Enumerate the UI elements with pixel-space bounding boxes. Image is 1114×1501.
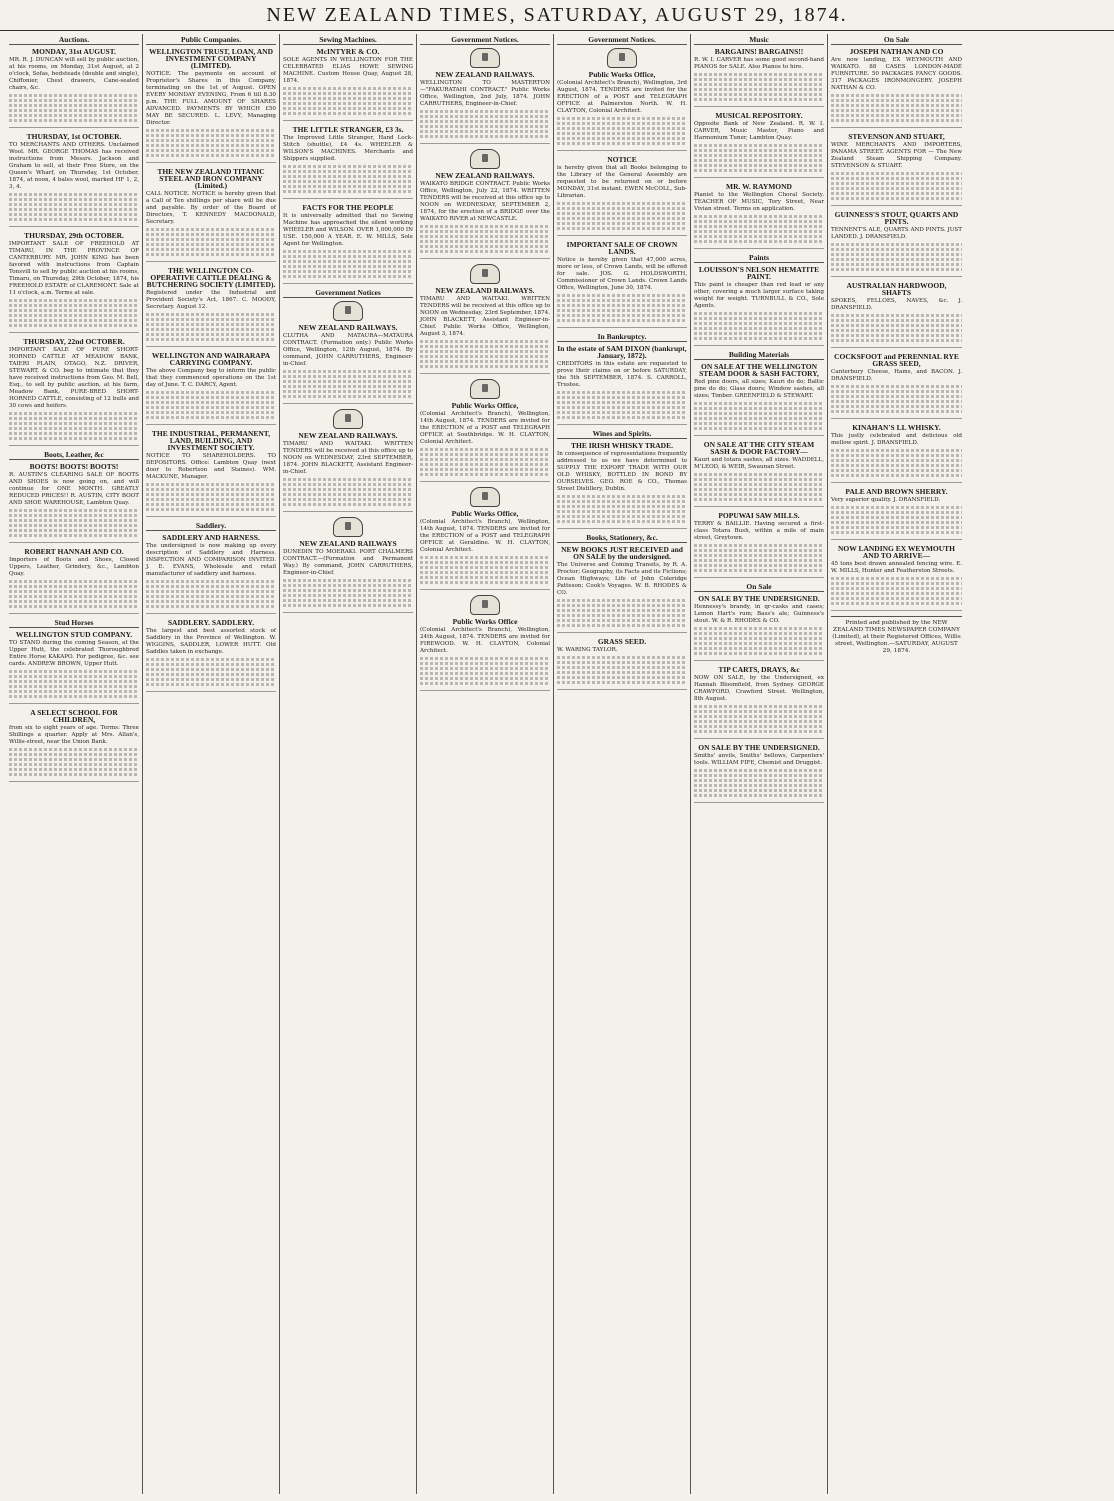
ad-title: JOSEPH NATHAN AND CO bbox=[849, 47, 944, 56]
ad-title: THE NEW ZEALAND TITANIC STEEL AND IRON COMPANY (Limited.) bbox=[157, 167, 265, 190]
advertisement bbox=[9, 709, 139, 782]
coat-of-arms-icon bbox=[333, 409, 363, 429]
text-filler bbox=[694, 215, 824, 243]
ad-title: NEW ZEALAND RAILWAYS. bbox=[298, 323, 398, 332]
advertisement bbox=[283, 48, 413, 121]
ad-text: The above Company beg to inform the public that they commenced operations on the 1st day of June. T. C. DARCY, Agent. bbox=[146, 368, 276, 388]
advertisement bbox=[9, 463, 139, 543]
ad-text: IMPORTANT SALE OF FREEHOLD AT TIMARU, IN THE PROVINCE OF CANTERBURY. MR. JOHN KING has been favored with instructions from Captain Tonsvill to sell by public auction at his rooms, Timaru, on Thursday, 29th October, 1874, his FREEHOLD ESTATE of CLAREMONT. Sale at 11 o'clock, a.m. Terms at sale. bbox=[9, 241, 139, 296]
ad-title: TIP CARTS, DRAYS, &c bbox=[718, 665, 800, 674]
advertisement bbox=[283, 409, 413, 512]
ad-text: CLUTHA AND MATAURA—MATAURA CONTRACT. (Formation only.) Public Works Office, Wellington, 12th August, 1874. By command, JOHN CARRUTHERS, Engineer-in-Chief. bbox=[283, 333, 413, 367]
ad-text: 45 tons best drawn annealed fencing wire. E. W. MILLS, Hunter and Featherston Streets. bbox=[831, 561, 962, 574]
section-heading: In Bankruptcy. bbox=[557, 333, 687, 342]
advertisement bbox=[420, 487, 550, 590]
ad-title: ON SALE BY THE UNDERSIGNED. bbox=[698, 594, 820, 603]
advertisement bbox=[694, 512, 824, 578]
text-filler bbox=[694, 473, 824, 501]
text-filler bbox=[557, 202, 687, 230]
advertisement bbox=[831, 282, 962, 348]
coat-of-arms-icon bbox=[470, 264, 500, 284]
section-heading: Public Companies. bbox=[146, 36, 276, 45]
ad-text: NOTICE TO SHAREHOLDERS. TO DEPOSITORS. Office: Lambton Quay (next door to Robertson and Staines). WM. MACKUNE, Manager. bbox=[146, 453, 276, 480]
text-filler bbox=[557, 391, 687, 419]
coat-of-arms-icon bbox=[470, 149, 500, 169]
text-filler bbox=[420, 110, 550, 138]
ad-text: CALL NOTICE. NOTICE is hereby given that a Call of Ten shillings per share will be due and payable. By order of the Board of Directors, T. KENNEDY MACDONALD, Secretary. bbox=[146, 191, 276, 225]
coat-of-arms-icon bbox=[333, 301, 363, 321]
advertisement bbox=[9, 548, 139, 614]
ad-text: (Colonial Architect's Branch), Wellington, 24th August, 1874. TENDERS are invited for FIREWOOD. W. H. CLAYTON, Colonial Architect. bbox=[420, 627, 550, 654]
text-filler bbox=[694, 312, 824, 340]
coat-of-arms-icon bbox=[470, 48, 500, 68]
section-heading: Government Notices. bbox=[420, 36, 550, 45]
advertisement bbox=[9, 232, 139, 333]
coat-of-arms-icon bbox=[607, 48, 637, 68]
ad-title: NEW BOOKS JUST RECEIVED and ON SALE by the undersigned. bbox=[561, 545, 683, 561]
ad-text: DUNEDIN TO MOERAKI. PORT CHALMERS CONTRACT.—(Formation and Permanent Way.) By command, JOHN CARRUTHERS, Engineer-in-Chief. bbox=[283, 549, 413, 576]
ad-title: SADDLERY. SADDLERY. bbox=[167, 618, 255, 627]
text-filler bbox=[9, 580, 139, 608]
ad-title: STEVENSON AND STUART, bbox=[848, 132, 945, 141]
ad-title: KINAHAN'S LL WHISKY. bbox=[852, 423, 941, 432]
ad-title: THE IRISH WHISKY TRADE. bbox=[571, 441, 673, 450]
text-filler bbox=[283, 165, 413, 193]
ad-text: (Colonial Architect's Branch), Wellington, 3rd August, 1874. TENDERS are invited for the ERECTION of a POST and TELEGRAPH OFFICE at Palmerston North. W. H. CLAYTON, Colonial Architect. bbox=[557, 80, 687, 114]
advertisement bbox=[420, 595, 550, 691]
advertisement bbox=[831, 48, 962, 128]
advertisement bbox=[557, 156, 687, 236]
section-heading: On Sale bbox=[831, 36, 962, 45]
ad-title: MR. W. RAYMOND bbox=[726, 182, 792, 191]
text-filler bbox=[831, 243, 962, 271]
text-filler bbox=[146, 129, 276, 157]
column-1 bbox=[6, 34, 143, 1494]
advertisement bbox=[694, 595, 824, 661]
ad-text: The undersigned is now making up every description of Saddlery and Harness. INSPECTION AND COMPARISON INVITED. J. E. EVANS, Wholesale and retail manufacturer of saddlery and harness. bbox=[146, 543, 276, 577]
text-filler bbox=[146, 228, 276, 256]
ad-title: FACTS FOR THE PEOPLE bbox=[302, 203, 394, 212]
ad-title: WELLINGTON TRUST, LOAN, AND INVESTMENT COMPANY (LIMITED). bbox=[149, 47, 273, 70]
text-filler bbox=[557, 495, 687, 523]
text-filler bbox=[831, 449, 962, 477]
advertisement bbox=[283, 126, 413, 199]
ad-text: Kauri and totara sashes, all sizes. WADDELL, M'LEOD, & WEIR, Swaunan Street. bbox=[694, 457, 824, 470]
ad-title: POPUWAI SAW MILLS. bbox=[718, 511, 800, 520]
advertisement bbox=[694, 48, 824, 107]
ad-title: THE LITTLE STRANGER, £3 3s. bbox=[292, 125, 404, 134]
section-heading: Music bbox=[694, 36, 824, 45]
ad-text: is hereby given that all Books belonging to the Library of the General Assembly are requested to be returned on or before MONDAY, 31st instant. EWEN McCOLL, Sub-Librarian. bbox=[557, 165, 687, 199]
ad-text: Are now landing, EX WEYMOUTH AND WAIKATO. 88 CASES LONDON-MADE FURNITURE. 50 PACKAGES FANCY GOODS. 317 PACKAGES IRONMONGERY. JOSEPH NATHAN & CO. bbox=[831, 57, 962, 91]
ad-text: SPOKES, FELLOES, NAVES, &c. J. DRANSFIELD. bbox=[831, 298, 962, 311]
text-filler bbox=[146, 313, 276, 341]
ad-title: PALE AND BROWN SHERRY. bbox=[845, 487, 948, 496]
text-filler bbox=[694, 144, 824, 172]
coat-of-arms-icon bbox=[333, 517, 363, 537]
column-7 bbox=[828, 34, 965, 1494]
text-filler bbox=[694, 544, 824, 572]
column-4 bbox=[417, 34, 554, 1494]
text-filler bbox=[146, 580, 276, 608]
advertisement bbox=[831, 488, 962, 540]
ad-title: LOUISSON'S NELSON HEMATITE PAINT. bbox=[698, 265, 820, 281]
ad-title: In the estate of SAM DIXON (bankrupt, January, 1872). bbox=[557, 344, 687, 360]
text-filler bbox=[9, 94, 139, 122]
advertisement bbox=[420, 379, 550, 482]
advertisement bbox=[420, 149, 550, 259]
ad-title: AUSTRALIAN HARDWOOD, SHAFTS bbox=[846, 281, 947, 297]
ad-title: MUSICAL REPOSITORY. bbox=[715, 111, 803, 120]
advertisement bbox=[694, 363, 824, 436]
ad-text: TO STAND during the coming Season, at the Upper Hutt, the celebrated Thoroughbred Entire Horse KAKAPO. For pedigree, &c. see cards. ANDREW BROWN, Upper Hutt. bbox=[9, 640, 139, 667]
ad-text: Smiths' anvils, Smiths' bellows, Carpenters' tools. WILLIAM FIFE, Chemist and Druggist. bbox=[694, 753, 824, 766]
ad-title: McINTYRE & CO. bbox=[316, 47, 380, 56]
ad-title: THURSDAY, 1st OCTOBER. bbox=[26, 132, 122, 141]
text-filler bbox=[9, 193, 139, 221]
column-3 bbox=[280, 34, 417, 1494]
advertisement bbox=[146, 619, 276, 692]
text-filler bbox=[283, 250, 413, 278]
advertisement bbox=[831, 133, 962, 206]
ad-title: COCKSFOOT and PERENNIAL RYE GRASS SEED, bbox=[834, 352, 959, 368]
text-filler bbox=[146, 483, 276, 511]
text-filler bbox=[831, 506, 962, 534]
advertisement bbox=[557, 442, 687, 529]
ad-title: SADDLERY AND HARNESS. bbox=[162, 533, 260, 542]
ad-title: THE WELLINGTON CO-OPERATIVE CATTLE DEALING & BUTCHERING SOCIETY (LIMITED). bbox=[146, 266, 276, 289]
text-filler bbox=[420, 340, 550, 368]
ad-title: NEW ZEALAND RAILWAYS. bbox=[435, 286, 535, 295]
advertisement bbox=[694, 112, 824, 178]
masthead: NEW ZEALAND TIMES, SATURDAY, AUGUST 29, 1874. bbox=[0, 0, 1114, 31]
ad-text: (Colonial Architect's Branch), Wellington, 14th August, 1874. TENDERS are invited for the ERECTION of a POST and TELEGRAPH OFFICE at Geraldine. W. H. CLAYTON, Colonial Architect. bbox=[420, 519, 550, 553]
ad-text: R. AUSTIN'S CLEARING SALE OF BOOTS AND SHOES is now going on, and will continue for ONE MONTH. GREATLY REDUCED PRICES!! R. AUSTIN, CITY BOOT AND SHOE WAREHOUSE, Lambton Quay. bbox=[9, 472, 139, 506]
advertisement bbox=[557, 48, 687, 151]
advertisement bbox=[694, 666, 824, 739]
ad-text: Hennessy's brandy, in qr-casks and cases; Lemon Hart's rum; Bass's ale; Guinness's stout. W. & R. RHODES & CO. bbox=[694, 604, 824, 624]
advertisement bbox=[694, 266, 824, 346]
advertisement bbox=[146, 168, 276, 262]
advertisement bbox=[283, 301, 413, 404]
text-filler bbox=[557, 294, 687, 322]
advertisement bbox=[146, 430, 276, 517]
text-filler bbox=[557, 656, 687, 684]
text-filler bbox=[831, 172, 962, 200]
advertisement bbox=[557, 345, 687, 425]
advertisement bbox=[146, 267, 276, 347]
ad-title: GRASS SEED. bbox=[597, 637, 647, 646]
text-filler bbox=[694, 769, 824, 797]
text-filler bbox=[420, 448, 550, 476]
ad-text: This paint is cheaper than red lead or any other, covering a much larger surface taking weight for weight. TURNBULL & CO., Sole Agents. bbox=[694, 282, 824, 309]
ad-text: Registered under the Industrial and Provident Society's Act, 1867. C. MOODY, Secretary. August 12. bbox=[146, 290, 276, 310]
text-filler bbox=[557, 117, 687, 145]
section-heading: Boots, Leather, &c bbox=[9, 451, 139, 460]
ad-title: WELLINGTON AND WAIRARAPA CARRYING COMPANY. bbox=[151, 351, 271, 367]
ad-text: WAIKATO BRIDGE CONTRACT. Public Works Office, Wellington, July 22, 1874. WRITTEN TENDERS will be received at this office up to NOON on WEDNESDAY, SEPTEMBER 2, 1874, for the erection of a BRIDGE over the WAIKATO RIVER at NEWCASTLE. bbox=[420, 181, 550, 222]
ad-text: TO MERCHANTS AND OTHERS. Unclaimed Wool. MR. GEORGE THOMAS has received instructions from Messrs. Jackson and Graham to sell, at their Free Store, on the Queen's Wharf, on Thursday, 1st October, 1874, at noon, 4 bales wool, marked HF 1, 2, 3, 4. bbox=[9, 142, 139, 190]
ad-text: Notice is hereby given that 47,000 acres, more or less, of Crown Lands, will be offered for sale. JOS. G. HOLDSWORTH, Commissioner of Crown Lands. Crown Lands Office, Wellington, June 30, 1874. bbox=[557, 257, 687, 291]
ad-text: TERRY & BAILLIE. Having secured a first-class Totara Bush, within a mile of main street, Greytown. bbox=[694, 521, 824, 541]
coat-of-arms-icon bbox=[470, 379, 500, 399]
text-filler bbox=[694, 73, 824, 101]
advertisement bbox=[694, 441, 824, 507]
ad-text: Opposite Bank of New Zealand. R. W. I. CARVER, Music Master, Piano and Harmonium Tuner, Lambton Quay. bbox=[694, 121, 824, 141]
column-2 bbox=[143, 34, 280, 1494]
advertisement bbox=[831, 353, 962, 419]
ad-text: The largest and best assorted stock of Saddlery in the Province of Wellington. W. WIGGINS, SADDLER, LOWER HUTT. Old Saddles taken in exchange. bbox=[146, 628, 276, 655]
text-filler bbox=[9, 670, 139, 698]
text-filler bbox=[9, 509, 139, 537]
ad-title: ON SALE BY THE UNDERSIGNED. bbox=[698, 743, 820, 752]
section-heading: Stud Horses bbox=[9, 619, 139, 628]
advertisement bbox=[9, 48, 139, 128]
advertisement bbox=[831, 545, 962, 611]
text-filler bbox=[694, 627, 824, 655]
ad-text: NOTICE. The payments on account of Proprietor's Shares in this Company, terminating on the 1st of August. OPEN EVERY MONDAY EVENING, From 6 till 8.30 p.m. THE FULL AMOUNT OF SHARES ADVANCED. PAYMENTS BY WHICH £50 MAY BE SECURED. L. LEVY, Managing Director. bbox=[146, 71, 276, 126]
text-filler bbox=[420, 556, 550, 584]
ad-text: TENNENT'S ALE, QUARTS AND PINTS. JUST LANDED. J. DRANSFIELD. bbox=[831, 227, 962, 240]
section-heading: Saddlery. bbox=[146, 522, 276, 531]
advertisement bbox=[283, 517, 413, 613]
ad-title: ROBERT HANNAH AND CO. bbox=[24, 547, 124, 556]
advertisement bbox=[557, 546, 687, 633]
ad-text: CREDITORS in this estate are requested to prove their claims on or before SATURDAY, the 5th SEPTEMBER, 1874. S. CARROLL, Trustee. bbox=[557, 361, 687, 388]
ad-text: TIMARU AND WAITAKI. WRITTEN TENDERS will be received at this office up to NOON on WEDNESDAY, 23rd SEPTEMBER, 1874. JOHN BLACKETT, Assistant Engineer-in-Chief. bbox=[283, 441, 413, 475]
section-heading: Sewing Machines. bbox=[283, 36, 413, 45]
section-heading: Paints bbox=[694, 254, 824, 263]
text-filler bbox=[557, 599, 687, 627]
advertisement bbox=[420, 264, 550, 374]
ad-text: (Colonial Architect's Branch), Wellington, 14th August, 1874. TENDERS are invited for the ERECTION of a POST and TELEGRAPH OFFICE at Southbridge. W. H. CLAYTON, Colonial Architect. bbox=[420, 411, 550, 445]
ad-text: IMPORTANT SALE OF PURE SHORT-HORNED CATTLE AT MEADOW BANK, TAIERI PLAIN, OTAGO, N.Z. DRIVER, STEWART, & CO. beg to intimate that they have received instructions from Geo. M. Bell, Esq., to sell by public auction, at his farm, Meadow Bank, PURE-BRED SHORT-HORNED CATTLE, consisting of 12 bulls and 30 cows and heifers. bbox=[9, 347, 139, 409]
columns bbox=[6, 34, 1108, 1494]
column-6 bbox=[691, 34, 828, 1494]
advertisement bbox=[146, 352, 276, 425]
ad-title: GUINNESS'S STOUT, QUARTS AND PINTS. bbox=[834, 210, 959, 226]
ad-title: ON SALE AT THE WELLINGTON STEAM DOOR & SASH FACTORY, bbox=[699, 362, 819, 378]
ad-text: Importers of Boots and Shoes, Closed Uppers, Leather, Grindery, &c., Lambton Quay. bbox=[9, 557, 139, 577]
ad-title: NEW ZEALAND RAILWAYS bbox=[299, 539, 397, 548]
ad-title: NOW LANDING EX WEYMOUTH AND TO ARRIVE— bbox=[837, 544, 956, 560]
ad-title: WELLINGTON STUD COMPANY. bbox=[15, 630, 133, 639]
advertisement bbox=[831, 424, 962, 483]
advertisement bbox=[420, 48, 550, 144]
ad-title: NEW ZEALAND RAILWAYS. bbox=[298, 431, 398, 440]
text-filler bbox=[283, 370, 413, 398]
ad-text: The Universe and Coming Transits, by R. A. Proctor; Geography, its Facts and its Fictions; Ocean Highways; Life of John Coleridge Patteson; Cook's Voyages. W. B. RHODES & CO. bbox=[557, 562, 687, 596]
ad-title: BARGAINS! BARGAINS!! bbox=[714, 47, 804, 56]
coat-of-arms-icon bbox=[470, 595, 500, 615]
text-filler bbox=[831, 577, 962, 605]
section-heading: Government Notices bbox=[283, 289, 413, 298]
ad-text: SOLE AGENTS IN WELLINGTON FOR THE CELEBRATED ELIAS HOWE SEWING MACHINE. Custom House Quay, August 28, 1874. bbox=[283, 57, 413, 84]
text-filler bbox=[420, 657, 550, 685]
text-filler bbox=[146, 391, 276, 419]
ad-title: Public Works Office, bbox=[451, 509, 519, 518]
ad-text: Pianist to the Wellington Choral Society. TEACHER OF MUSIC, Tory Street, Near Vivian street. Terms on application. bbox=[694, 192, 824, 212]
ad-text: W. WARING TAYLOR. bbox=[557, 647, 618, 653]
ad-text: WELLINGTON TO MASTERTON—"FAKURATAHI CONTRACT." Public Works Office, Wellington, 2nd July, 1874. JOHN CARRUTHERS, Engineer-in-Chief. bbox=[420, 80, 550, 107]
text-filler bbox=[9, 299, 139, 327]
advertisement bbox=[9, 338, 139, 446]
ad-title: NOTICE bbox=[607, 155, 637, 164]
text-filler bbox=[694, 402, 824, 430]
ad-text: Canterbury Cheese, Hams, and BACON. J. DRANSFIELD. bbox=[831, 369, 962, 382]
advertisement bbox=[9, 133, 139, 227]
advertisement bbox=[557, 241, 687, 328]
ad-title: THURSDAY, 29th OCTOBER. bbox=[24, 231, 124, 240]
section-heading: On Sale bbox=[694, 583, 824, 592]
text-filler bbox=[831, 385, 962, 413]
text-filler bbox=[694, 705, 824, 733]
advertisement bbox=[694, 744, 824, 803]
printer-imprint: Printed and published by the NEW ZEALAND TIMES NEWSPAPER COMPANY (Limited), at their Registered Offices, Willis street, Wellington.—SATURDAY, AUGUST 29, 1874. bbox=[831, 616, 962, 655]
coat-of-arms-icon bbox=[470, 487, 500, 507]
text-filler bbox=[9, 412, 139, 440]
ad-title: BOOTS! BOOTS! BOOTS! bbox=[29, 462, 119, 471]
advertisement bbox=[283, 204, 413, 284]
ad-title: NEW ZEALAND RAILWAYS. bbox=[435, 70, 535, 79]
ad-title: Public Works Office bbox=[452, 617, 518, 626]
advertisement bbox=[146, 48, 276, 163]
text-filler bbox=[420, 225, 550, 253]
ad-title: THE INDUSTRIAL, PERMANENT, LAND, BUILDING, AND INVESTMENT SOCIETY. bbox=[151, 429, 271, 452]
text-filler bbox=[146, 658, 276, 686]
ad-text: The Improved Little Stranger, Hand Lock-Stitch (shuttle), £4 4s. WHEELER & WILSON'S MACHINES. Merchants and Shippers supplied. bbox=[283, 135, 413, 162]
section-heading: Wines and Spirits. bbox=[557, 430, 687, 439]
ad-text: TIMARU AND WAITAKI. WRITTEN TENDERS will be received at this office up to NOON on Wednesday, 23rd September, 1874. JOHN BLACKETT, Assistant Engineer-in-Chief. Public Works Office, Wellington, August 3, 1874. bbox=[420, 296, 550, 337]
ad-title: IMPORTANT SALE OF CROWN LANDS. bbox=[566, 240, 678, 256]
ad-title: MONDAY, 31st AUGUST. bbox=[32, 47, 116, 56]
ad-title: A SELECT SCHOOL FOR CHILDREN, bbox=[30, 708, 118, 724]
advertisement bbox=[146, 534, 276, 614]
ad-title: ON SALE AT THE CITY STEAM SASH & DOOR FACTORY— bbox=[703, 440, 815, 456]
text-filler bbox=[283, 478, 413, 506]
ad-text: WINE MERCHANTS AND IMPORTERS, PANAMA STREET. AGENTS FOR — The New Zealand Steam Shipping Company. STEVENSON & STUART. bbox=[831, 142, 962, 169]
ad-text: Very superior quality. J. DRANSFIELD. bbox=[831, 497, 941, 503]
advertisement bbox=[831, 211, 962, 277]
text-filler bbox=[831, 94, 962, 122]
section-heading: Government Notices. bbox=[557, 36, 687, 45]
ad-text: Red pine doors, all sizes; Kauri do do; Baltic pine do do; Glass doors; Window sashes, all sizes; Timber. GREENFIELD & STEWART. bbox=[694, 379, 824, 399]
ad-title: Public Works Office, bbox=[588, 70, 656, 79]
advertisement bbox=[557, 638, 687, 690]
text-filler bbox=[9, 748, 139, 776]
ad-text: It is universally admitted that no Sewing Machine has approached the silent working WHEELER and WILSON. OVER 1,000,000 IN USE. 150,000 A YEAR. E. W. MILLS, Sole Agent for Wellington. bbox=[283, 213, 413, 247]
ad-text: from six to eight years of age. Terms: Three Shillings a quarter. Apply at Mrs. Allan's, Willis-street, near the Union Bank. bbox=[9, 725, 139, 745]
section-heading: Building Materials bbox=[694, 351, 824, 360]
section-heading: Books, Stationery, &c. bbox=[557, 534, 687, 543]
ad-text: MR. R. J. DUNCAN will sell by public auction, at his rooms, on Monday, 31st August, at 2 o'clock, Sofas, bedsteads (double and single), Chiffonier, Chest drawers, Cane-seated chairs, &c. bbox=[9, 57, 139, 91]
ad-text: This justly celebrated and delicious old mellow spirit. J. DRANSFIELD. bbox=[831, 433, 962, 446]
text-filler bbox=[283, 579, 413, 607]
section-heading: Auctions. bbox=[9, 36, 139, 45]
column-5 bbox=[554, 34, 691, 1494]
ad-text: In consequence of representations frequently addressed to us we have determined to SUPPLY THE EXPORT TRADE WITH OUR OLD WHISKY, BOTTLED IN BOND BY OURSELVES. GEO. ROE & CO., Thomas Street Distillery, Dublin. bbox=[557, 451, 687, 492]
ad-title: THURSDAY, 22nd OCTOBER. bbox=[23, 337, 125, 346]
ad-title: NEW ZEALAND RAILWAYS. bbox=[435, 171, 535, 180]
advertisement bbox=[694, 183, 824, 249]
advertisement bbox=[9, 631, 139, 704]
text-filler bbox=[831, 314, 962, 342]
ad-text: R. W. I. CARVER has some good second-hand PIANOS for SALE. Also Pianos to hire. bbox=[694, 57, 824, 70]
ad-title: Public Works Office, bbox=[451, 401, 519, 410]
text-filler bbox=[283, 87, 413, 115]
ad-text: NOW ON SALE, by the Undersigned, ex Hannah Bloomfield, from Sydney. GEORGE CRAWFORD, Crawford Street. Wellington, 8th August. bbox=[694, 675, 824, 702]
